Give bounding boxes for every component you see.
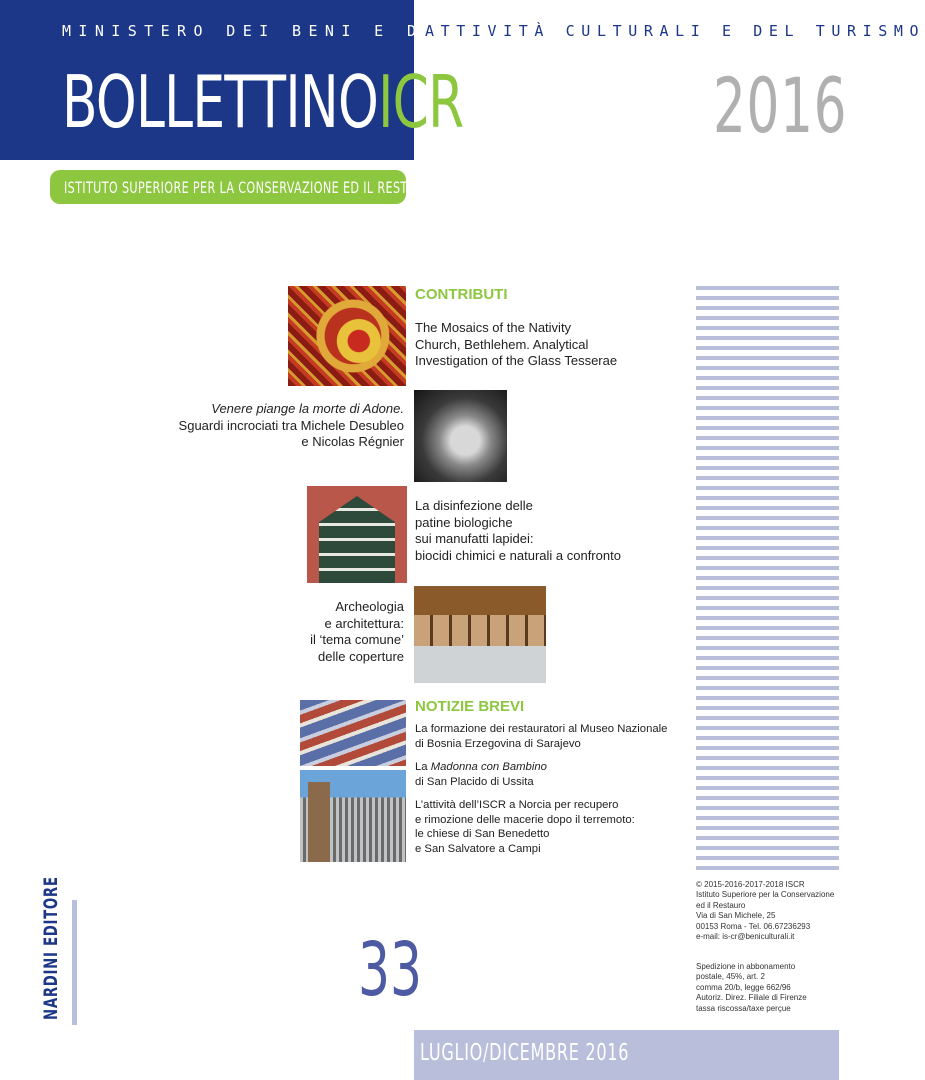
contributo-archeologia-line: il ‘tema comune’	[310, 632, 404, 647]
notizia-sarajevo-line: La formazione dei restauratori al Museo Nazionale	[415, 723, 668, 735]
notizia-madonna-italic: Madonna con Bambino	[430, 761, 547, 773]
notizia-sarajevo-line: di Bosnia Erzegovina di Sarajevo	[415, 737, 581, 750]
notizia-madonna	[415, 760, 547, 789]
postal-line: comma 20/b, legge 662/96	[696, 982, 791, 992]
contributo-adone-line: e Nicolas Régnier	[301, 434, 404, 449]
contributo-disinfezione-line: sui manufatti lapidei:	[415, 531, 534, 546]
publisher-rule	[72, 900, 77, 1025]
journal-year: 2016	[713, 61, 848, 150]
issue-date: LUGLIO/DICEMBRE 2016	[420, 1040, 630, 1066]
contributo-disinfezione-line: La disinfezione delle	[415, 498, 533, 513]
contributo-disinfezione	[415, 498, 621, 564]
archaeology-roof-image	[414, 586, 546, 683]
contributo-adone-line: Sguardi incrociati tra Michele Desubleo	[178, 417, 404, 433]
contributi-heading: CONTRIBUTI	[415, 286, 508, 303]
contributo-archeologia-line: delle coperture	[318, 648, 404, 664]
imprint-block	[696, 880, 836, 942]
imprint-line: Istituto Superiore per la Conservazione	[696, 890, 835, 900]
contributo-mosaics-line: Investigation of the Glass Tesserae	[415, 353, 618, 368]
notizia-madonna-line: di San Placido di Ussita	[415, 775, 534, 788]
notizia-norcia-line: e San Salvatore a Campi	[415, 842, 541, 855]
imprint-line: ed il Restauro	[696, 900, 746, 910]
notizia-norcia-line: e rimozione delle macerie dopo il terremoto:	[415, 813, 635, 826]
contributo-disinfezione-line: biocidi chimici e naturali a confronto	[415, 547, 621, 563]
postal-line: postale, 45%, art. 2	[696, 972, 765, 982]
imprint-line: e-mail: is-cr@beniculturali.it	[696, 932, 795, 942]
contributo-mosaics	[415, 320, 617, 370]
contributo-archeologia	[200, 599, 404, 665]
notizia-norcia-line: L’attività dell’ISCR a Norcia per recupero	[415, 799, 619, 811]
issue-number: 33	[358, 927, 423, 1013]
ministry-name-left: MINISTERO DEI BENI E DELLE	[62, 22, 490, 40]
archaeology-floor	[414, 646, 546, 683]
postal-line: Autoriz. Direz. Filiale di Firenze	[696, 993, 807, 1003]
notizia-sarajevo	[415, 722, 667, 751]
contributo-adone-title: Venere piange la morte di Adone.	[211, 401, 404, 416]
notizia-norcia-line: le chiese di San Benedetto	[415, 828, 550, 840]
contributo-archeologia-line: e architettura:	[324, 615, 404, 631]
mosaic-image	[288, 286, 406, 386]
notizia-madonna-title	[415, 760, 547, 775]
contributo-disinfezione-line: patine biologiche	[415, 514, 513, 530]
church-tower	[308, 782, 330, 862]
journal-title-accent: ICR	[378, 60, 464, 144]
imprint-line: 00153 Roma - Tel. 06.67236293	[696, 921, 811, 931]
ministry-name-right: ATTIVITÀ CULTURALI E DEL TURISMO	[425, 22, 925, 40]
stone-window-arch	[319, 496, 395, 583]
journal-title-main: BOLLETTINO	[62, 60, 379, 144]
contributo-adone	[150, 401, 404, 451]
postal-line: Spedizione in abbonamento	[696, 962, 796, 971]
contributo-archeologia-line: Archeologia	[335, 599, 404, 614]
notizia-norcia	[415, 798, 635, 856]
imprint-line: © 2015-2016-2017-2018 ISCR	[696, 880, 805, 889]
norcia-church-image	[300, 770, 406, 862]
adone-painting-image	[414, 390, 507, 482]
journal-title	[62, 62, 463, 142]
postal-line: tassa riscossa/taxe perçue	[696, 1003, 791, 1013]
textile-restoration-image	[300, 700, 406, 766]
notizia-madonna-prefix: La	[415, 761, 431, 773]
contributo-mosaics-line: The Mosaics of the Nativity	[415, 320, 572, 335]
notizie-heading: NOTIZIE BREVI	[415, 698, 525, 715]
institute-name: ISTITUTO SUPERIORE PER LA CONSERVAZIONE ED IL RESTAURO	[64, 178, 441, 197]
contributo-mosaics-line: Church, Bethlehem. Analytical	[415, 336, 589, 352]
imprint-line: Via di San Michele, 25	[696, 911, 776, 921]
publisher-name: NARDINI EDITORE	[40, 876, 62, 1020]
postal-block	[696, 962, 836, 1014]
stone-window-image	[307, 486, 407, 583]
decorative-stripes	[696, 286, 839, 876]
